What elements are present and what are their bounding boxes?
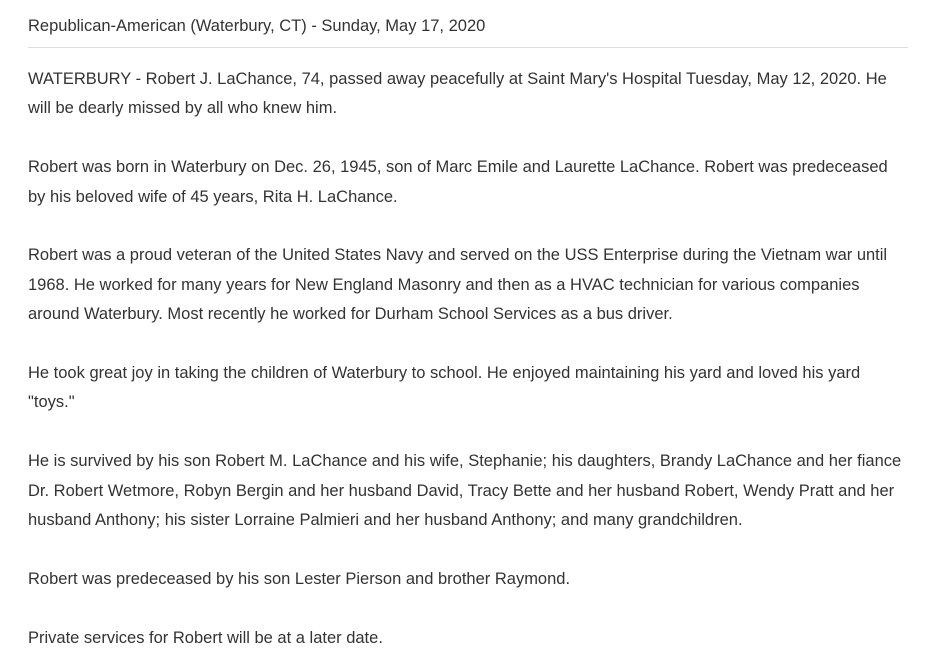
- obituary-paragraph: He is survived by his son Robert M. LaChance and his wife, Stephanie; his daughters, Brandy LaChance and her fiance Dr. Robert Wetmore, Robyn Bergin and her husband David, Tracy Bette and her husband Robert, Wendy Pratt and her husband Anthony; his sister Lorraine Palmieri and her husband Anthony; and many grandchildren.: [28, 452, 902, 530]
- obituary-body: [28, 48, 908, 653]
- obituary-paragraph: WATERBURY - Robert J. LaChance, 74, passed away peacefully at Saint Mary's Hospital Tuesday, May 12, 2020. He will be dearly missed by all who knew him.: [28, 70, 887, 118]
- obituary-paragraph: Robert was predeceased by his son Lester Pierson and brother Raymond.: [28, 569, 571, 588]
- obituary-paragraph: Private services for Robert will be at a later date.: [28, 628, 383, 647]
- obituary-paragraph: Robert was born in Waterbury on Dec. 26, 1945, son of Marc Emile and Laurette LaChance. Robert was predeceased by his beloved wife of 45 years, Rita H. LaChance.: [28, 158, 888, 206]
- obituary-paragraph: He took great joy in taking the children of Waterbury to school. He enjoyed maintaining his yard and loved his yard "toys.": [28, 364, 861, 412]
- obituary-container: [28, 0, 908, 653]
- publication-header: Republican-American (Waterbury, CT) - Sunday, May 17, 2020: [28, 0, 908, 48]
- obituary-paragraph: Robert was a proud veteran of the United States Navy and served on the USS Enterprise during the Vietnam war until 1968. He worked for many years for New England Masonry and then as a HVAC technician for various companies around Waterbury. Most recently he worked for Durham School Services as a bus driver.: [28, 246, 888, 324]
